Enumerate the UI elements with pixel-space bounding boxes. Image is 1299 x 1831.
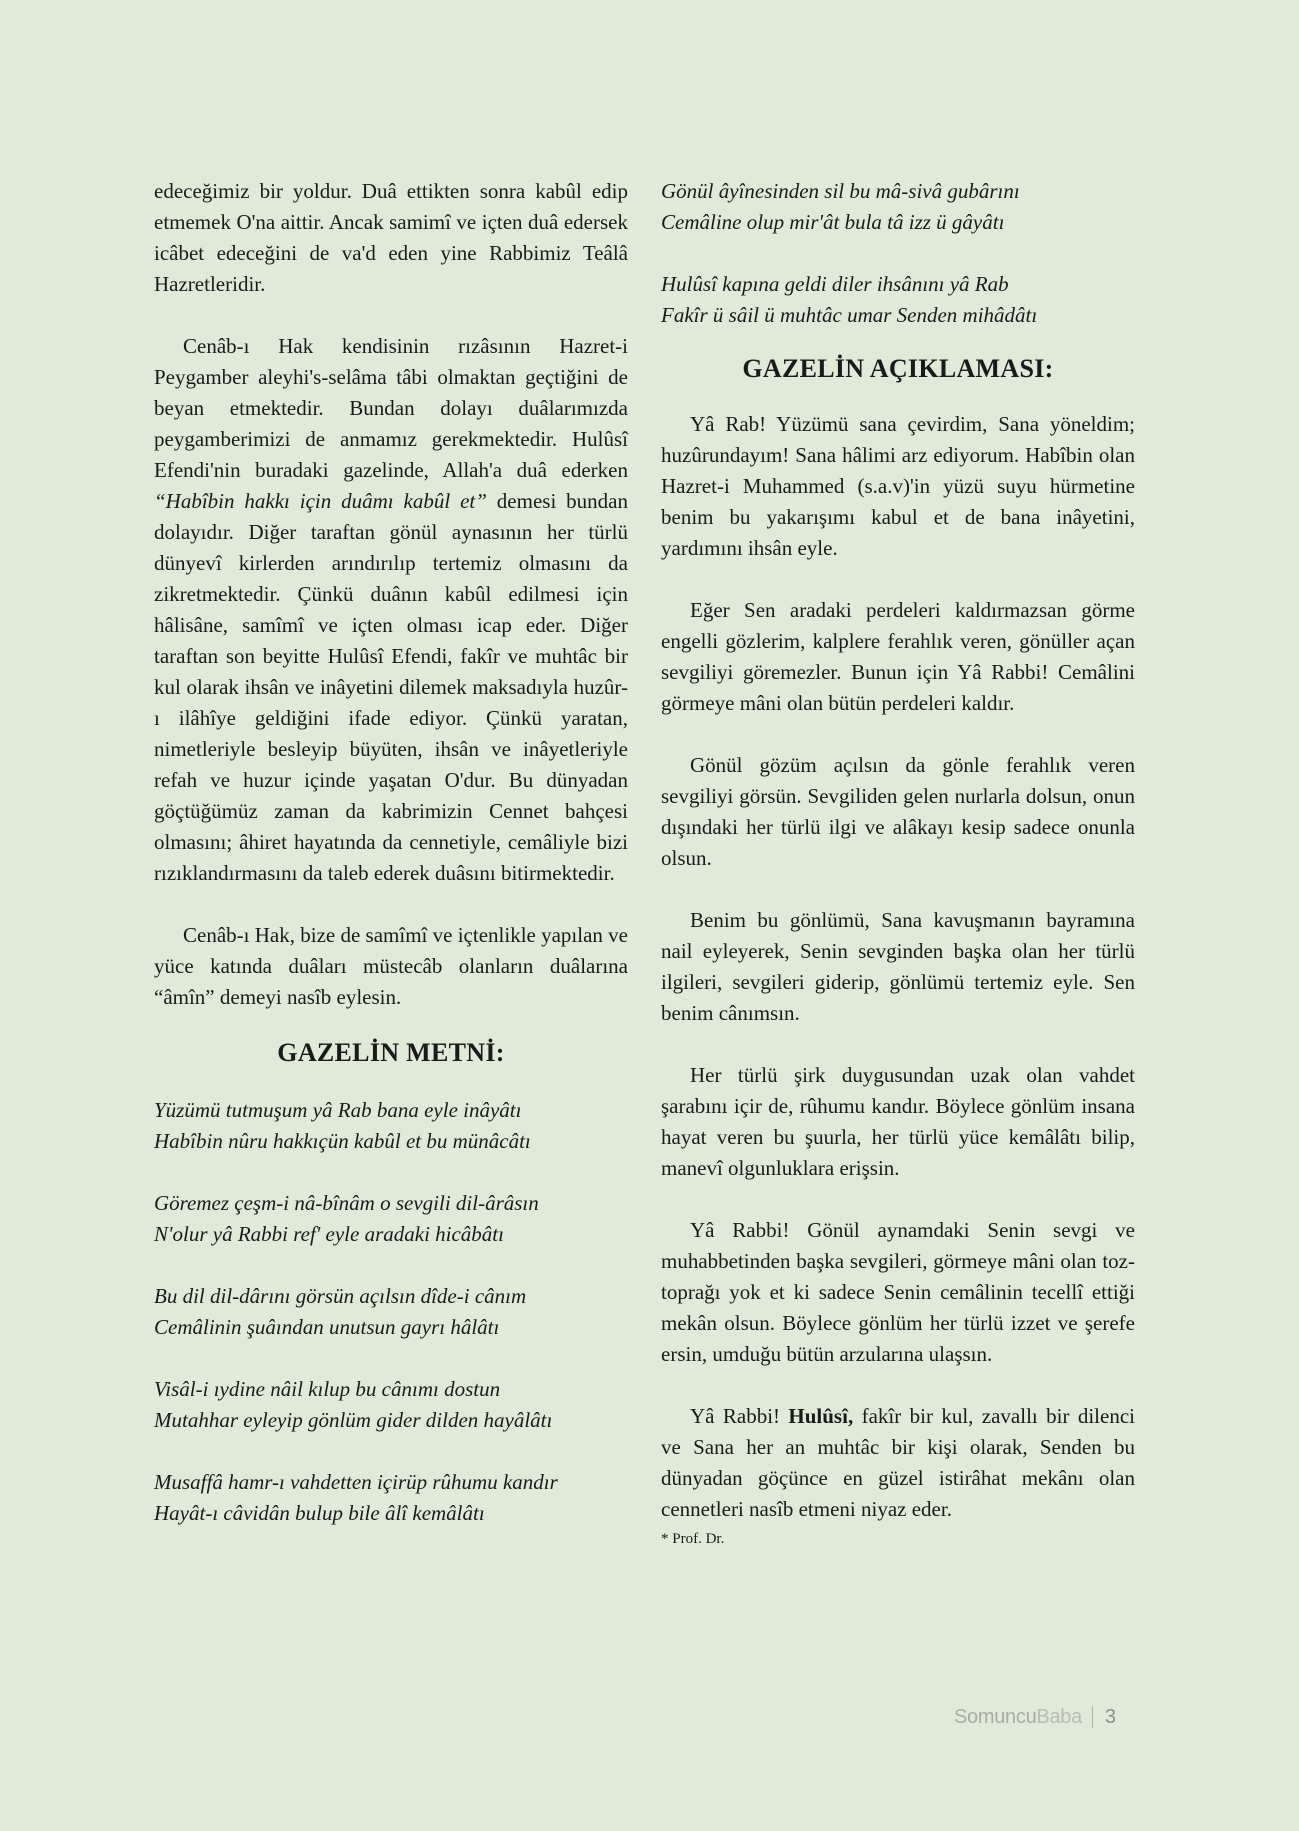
verse-line: Mutahhar eyleyip gönlüm gider dilden hayâlâtı — [154, 1408, 553, 1432]
verse-line: Göremez çeşm-i nâ-bînâm o sevgili dil-ârâsın — [154, 1191, 539, 1215]
verse-block — [661, 176, 1135, 238]
page-footer — [954, 1705, 1116, 1729]
paragraph: edeceğimiz bir yoldur. Duâ ettikten sonra kabûl edip etmemek O'na aittir. Ancak samimî ve içten duâ edersek icâbet edeceğini de va'd eden yine Rabbimiz Teâlâ Hazretleridir. — [154, 179, 628, 296]
footnote: * Prof. Dr. — [661, 1531, 725, 1547]
paragraph: Benim bu gönlümü, Sana kavuşmanın bayramına nail eyleyerek, Senin sevginden başka olan her türlü ilgileri, sevgileri giderip, gönlümü tertemiz eyle. Sen benim cânımsın. — [661, 908, 1135, 1025]
footer-divider — [1092, 1706, 1093, 1728]
verse-block — [154, 1281, 628, 1343]
verse-line: Habîbin nûru hakkıçün kabûl et bu münâcâtı — [154, 1129, 531, 1153]
section-heading: GAZELİN AÇIKLAMASI: — [742, 354, 1054, 383]
paragraph: Eğer Sen aradaki perdeleri kaldırmazsan görme engelli gözlerim, kalplere ferahlık veren, gönüller açan sevgiliyi göremezler. Bunun için Yâ Rabbi! Cemâlini görmeye mâni olan bütün perdeleri kaldır. — [661, 598, 1135, 715]
paragraph-text: Cenâb-ı Hak kendisinin rızâsının Hazret-i Peygamber aleyhi's-selâma tâbi olmaktan geçtiğini de beyan etmektedir. Bundan dolayı duâlarımızda peygamberimizi de anmamız gerekmektedir. Hulûsî Efendi'nin buradaki gazelinde, Allah'a duâ ederken — [154, 334, 628, 482]
quote-italic: “Habîbin hakkı için duâmı kabûl et” — [154, 489, 487, 513]
paragraph-text: fakîr bir kul, zavallı bir dilenci ve Sana her an muhtâc bir kişi olarak, Senden bu dünyadan göçünce en güzel istirâhat mekânı olan cennetleri nasîb etmeni niyaz eder. — [661, 1404, 1135, 1521]
verse-line: Hulûsî kapına geldi diler ihsânını yâ Rab — [661, 272, 1009, 296]
verse-line: N'olur yâ Rabbi ref' eyle aradaki hicâbâtı — [154, 1222, 504, 1246]
verse-line: Bu dil dil-dârını görsün açılsın dîde-i cânım — [154, 1284, 527, 1308]
paragraph — [154, 331, 628, 889]
verse-block — [154, 1095, 628, 1157]
paragraph: Gönül gözüm açılsın da gönle ferahlık veren sevgiliyi görsün. Sevgiliden gelen nurlarla dolsun, onun dışındaki her türlü ilgi ve alâkayı kesip sadece onunla olsun. — [661, 753, 1135, 870]
verse-block — [661, 269, 1135, 331]
section-heading: GAZELİN METNİ: — [277, 1038, 505, 1067]
verse-line: Hayât-ı câvidân bulup bile âlî kemâlâtı — [154, 1501, 485, 1525]
verse-line: Yüzümü tutmuşum yâ Rab bana eyle inâyâtı — [154, 1098, 522, 1122]
paragraph-text: Yâ Rabbi! — [690, 1404, 789, 1428]
author-name-bold: Hulûsî, — [788, 1404, 854, 1428]
paragraph — [661, 1401, 1135, 1525]
verse-block — [154, 1188, 628, 1250]
verse-line: Fakîr ü sâil ü muhtâc umar Senden mihâdâtı — [661, 303, 1038, 327]
right-column — [661, 176, 1135, 1549]
left-column — [154, 176, 628, 1529]
paragraph: Yâ Rab! Yüzümü sana çevirdim, Sana yöneldim; huzûrundayım! Sana hâlimi arz ediyorum. Habîbin olan Hazret-i Muhammed (s.a.v)'in yüzü suyu hürmetine benim bu yakarışımı kabul et de bana inâyetini, yardımını ihsân eyle. — [661, 412, 1135, 560]
paragraph: Cenâb-ı Hak, bize de samîmî ve içtenlikle yapılan ve yüce katında duâları müstecâb olanların duâlarına “âmîn” demeyi nasîb eylesin. — [154, 923, 628, 1009]
page-number: 3 — [1104, 1706, 1117, 1728]
verse-line: Cemâline olup mir'ât bula tâ izz ü gâyâtı — [661, 210, 1005, 234]
verse-line: Musaffâ hamr-ı vahdetten içirüp rûhumu kandır — [154, 1470, 558, 1494]
verse-line: Cemâlinin şuâından unutsun gayrı hâlâtı — [154, 1315, 500, 1339]
magazine-logo-part1: Somuncu — [954, 1706, 1037, 1728]
paragraph: Her türlü şirk duygusundan uzak olan vahdet şarabını içir de, rûhumu kandır. Böylece gönlüm insana hayat veren bu şuurla, her türlü yüce kemâlâtı bilip, manevî olgunluklara erişsin. — [661, 1063, 1135, 1180]
paragraph-text: demesi bundan dolayıdır. Diğer taraftan gönül aynasının her türlü dünyevî kirlerden arındırılıp tertemiz olmasını da zikretmektedir. Çünkü duânın kabûl edilmesi için hâlisâne, samîmî ve içten olması icap eder. Diğer taraftan son beyitte Hulûsî Efendi, fakîr ve muhtâc bir kul olarak ihsân ve inâyetini dilemek maksadıyla huzûr-ı ilâhîye geldiğini ifade ediyor. Çünkü yaratan, nimetleriyle besleyip büyüten, ihsân ve inâyetleriyle refah ve huzur içinde yaşatan O'dur. Bu dünyadan göçtüğümüz zaman da kabrimizin Cennet bahçesi olmasını; âhiret hayatında da cennetiyle, cemâliyle bizi rızıklandırmasını da taleb ederek duâsını bitirmektedir. — [154, 489, 628, 885]
verse-block — [154, 1467, 628, 1529]
verse-block — [154, 1374, 628, 1436]
verse-line: Gönül âyînesinden sil bu mâ-sivâ gubârını — [661, 179, 1020, 203]
paragraph: Yâ Rabbi! Gönül aynamdaki Senin sevgi ve muhabbetinden başka sevgileri, görmeye mâni olan toz-toprağı yok et ki sadece Senin cemâlinin tecellî ettiği mekân olsun. Böylece gönlüm her türlü izzet ve şerefe ersin, umduğu bütün arzularına ulaşsın. — [661, 1218, 1135, 1366]
verse-line: Visâl-i ıydine nâil kılup bu cânımı dostun — [154, 1377, 501, 1401]
magazine-logo-part2: Baba — [1036, 1706, 1082, 1728]
